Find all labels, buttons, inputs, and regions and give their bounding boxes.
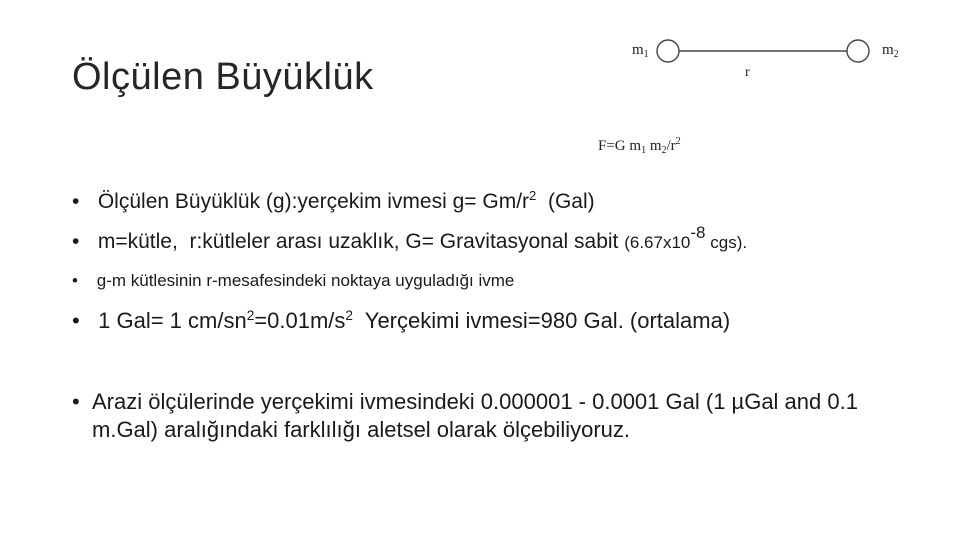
bullet-text: Yerçekimi ivmesi=980 Gal. (ortalama): [352, 308, 731, 333]
bullet-marker: •: [72, 230, 80, 253]
r-label: r: [745, 65, 750, 80]
constant-unit: cgs).: [705, 233, 748, 252]
exponent: 2: [246, 307, 255, 323]
m1-label: $m_1$: [632, 42, 649, 60]
bullet-marker: •: [72, 308, 80, 333]
mass-1-circle: [657, 40, 679, 62]
m2-label: $m_2$: [882, 42, 899, 60]
bullet-text: Ölçülen Büyüklük (g):yerçekim ivmesi g= Gm/r: [97, 190, 530, 213]
exponent: 2: [345, 307, 353, 323]
bullet-text: m=kütle, r:kütleler arası uzaklık, G= Gravitasyonal sabit: [97, 230, 625, 253]
mass-2-circle: [847, 40, 869, 62]
bullet-marker: •: [72, 190, 80, 213]
unit-text: (Gal): [536, 190, 595, 213]
slide-title: Ölçülen Büyüklük: [72, 56, 374, 98]
gravity-formula: F=G $m_1$ $m_2/r^2$: [598, 136, 681, 156]
bullet-text: g-m kütlesinin r-mesafesindeki noktaya uyguladığı ivme: [96, 271, 515, 290]
constant-exponent: -8: [690, 222, 706, 242]
bullet-text: Arazi ölçülerinde yerçekimi ivmesindeki 0.000001 - 0.0001 Gal (1 µGal and 0.1 m.Gal) aralığındaki farklılığı aletsel olarak ölçebiliyoruz.: [92, 389, 858, 442]
exponent: 2: [529, 188, 537, 204]
bullet-marker: •: [72, 389, 80, 414]
bullet-text: =0.01m/s: [254, 308, 346, 333]
constant-value: (6.67x10: [624, 233, 691, 252]
bullet-field-measurement: [72, 388, 902, 444]
bullet-marker: •: [72, 271, 78, 290]
bullet-text: 1 Gal= 1 cm/sn: [98, 308, 247, 333]
bullet-acceleration-desc: [72, 271, 514, 291]
bullet-gal-unit: [72, 308, 730, 334]
bullet-definitions: [72, 222, 748, 254]
gravitation-diagram: [598, 30, 920, 160]
bullet-measured-quantity: [72, 190, 595, 214]
